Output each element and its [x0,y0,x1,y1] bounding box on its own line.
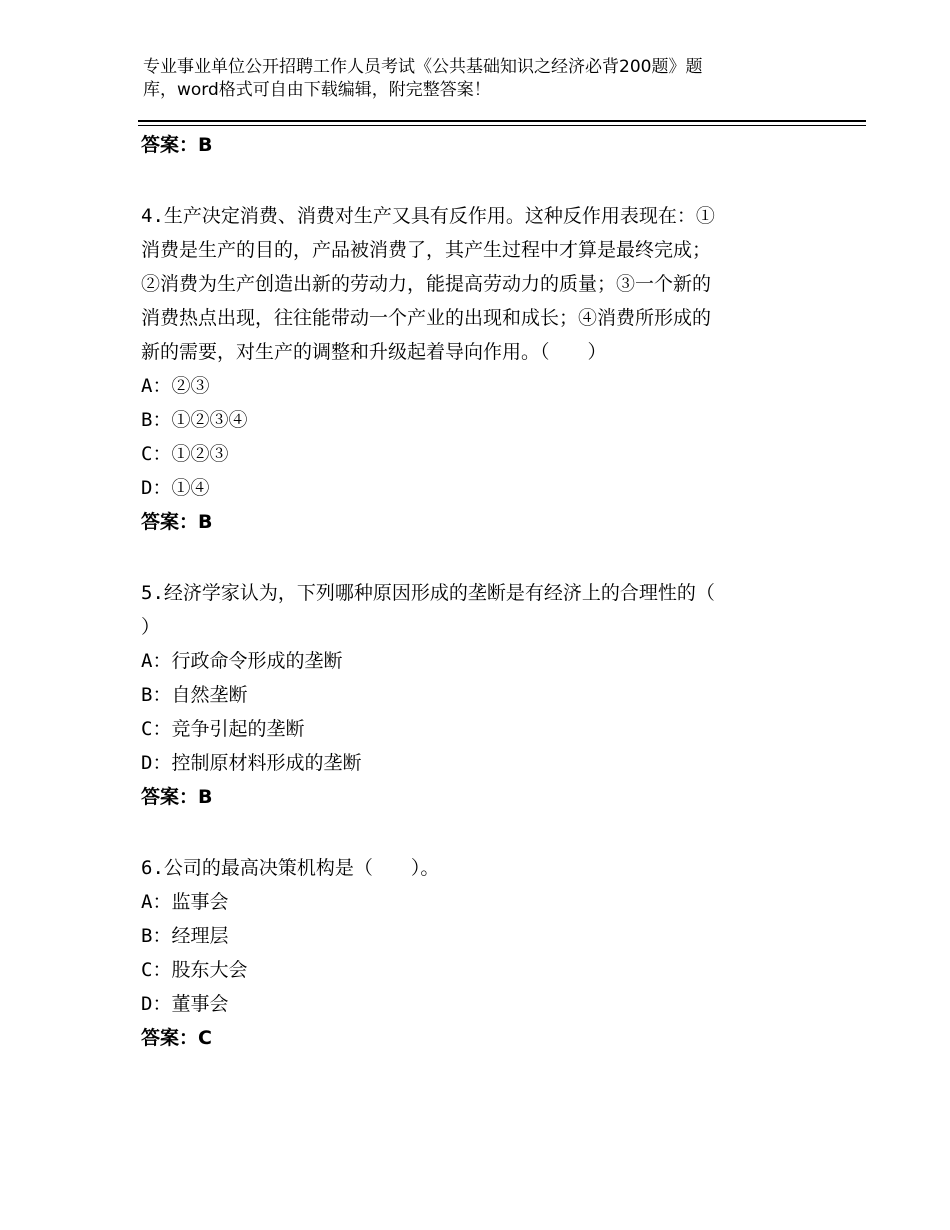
answer-label: 答案：C [141,1027,212,1049]
question-line: 4.生产决定消费、消费对生产又具有反作用。这种反作用表现在：① [141,205,715,227]
question-line: ②消费为生产创造出新的劳动力，能提高劳动力的质量；③一个新的 [141,273,712,295]
question-4 [141,199,841,539]
option-b: B：自然垄断 [141,684,248,706]
option-d: D：董事会 [141,993,229,1015]
option-c: C：股东大会 [141,959,248,981]
question-line: 5.经济学家认为，下列哪种原因形成的垄断是有经济上的合理性的（ [141,582,715,604]
answer-label: 答案：B [141,134,213,156]
question-line: ） [141,616,161,638]
option-b: B：经理层 [141,925,229,947]
question-text [141,851,841,885]
option-c: C：①②③ [141,443,229,465]
question-line: 6.公司的最高决策机构是（ ）。 [141,857,440,879]
option-a: A：监事会 [141,891,229,913]
question-6 [141,851,841,1055]
option-d: D：控制原材料形成的垄断 [141,752,362,774]
question-line: 新的需要，对生产的调整和升级起着导向作用。（ ） [141,341,607,363]
option-c: C：竞争引起的垄断 [141,718,305,740]
question-5 [141,576,841,814]
answer-label: 答案：B [141,786,213,808]
header-line-1: 专业事业单位公开招聘工作人员考试《公共基础知识之经济必背200题》题 [143,57,703,77]
question-line: 消费是生产的目的，产品被消费了，其产生过程中才算是最终完成； [141,239,712,261]
header-divider-thick [138,120,866,122]
question-line: 消费热点出现，往往能带动一个产业的出现和成长；④消费所形成的 [141,307,712,329]
question-text [141,199,841,369]
option-a: A：②③ [141,375,210,397]
question-text [141,576,841,644]
document-header [143,56,783,102]
answer-label: 答案：B [141,511,213,533]
document-body [141,128,841,1055]
header-line-2: 库，word格式可自由下载编辑，附完整答案！ [143,80,491,100]
option-b: B：①②③④ [141,409,248,431]
option-a: A：行政命令形成的垄断 [141,650,343,672]
header-divider-thin [138,125,866,126]
option-d: D：①④ [141,477,210,499]
